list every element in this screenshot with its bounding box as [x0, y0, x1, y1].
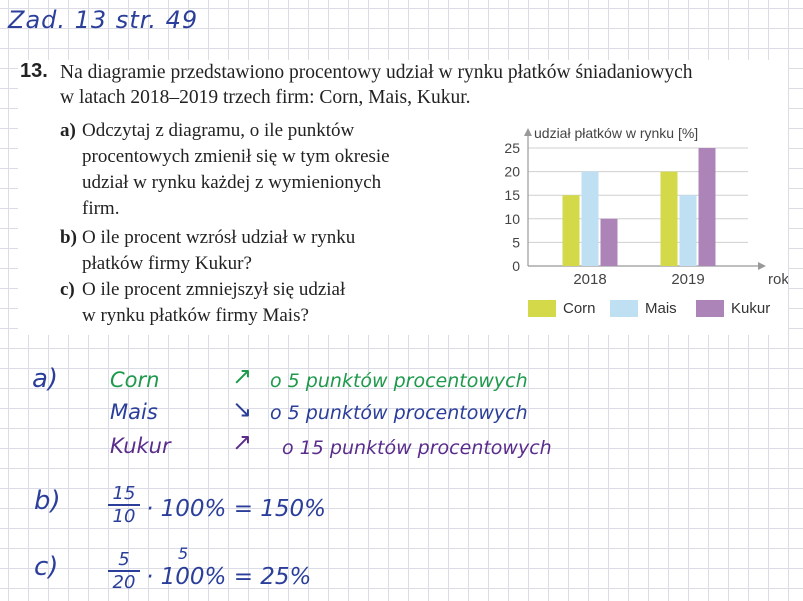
chart-title: udział płatków w rynku [%]	[534, 125, 699, 141]
solution-b-label: b)	[34, 486, 61, 516]
bar-mais-2019	[680, 195, 697, 266]
solution-row-kukur-arrow: ↗	[232, 428, 253, 456]
solution-b-denominator: 10	[112, 506, 136, 527]
bar-chart-svg	[488, 124, 788, 294]
bar-corn-2019	[661, 172, 678, 266]
subtask-b-label: b)	[60, 227, 77, 248]
legend-label: Corn	[563, 300, 596, 317]
subtask-a-line3: udział w rynku każdej z wymienionych	[82, 172, 382, 193]
y-tick-label: 10	[504, 210, 520, 227]
solution-row-kukur-text: o 15 punktów procentowych	[282, 437, 552, 459]
legend-swatch	[610, 300, 638, 317]
legend-item-corn	[528, 300, 596, 317]
legend-label: Kukur	[731, 300, 771, 317]
bar-kukur-2019	[699, 148, 716, 266]
task-intro-line1: Na diagramie przedstawiono procentowy udział w rynku płatków śniadaniowych	[60, 62, 693, 83]
subtask-a-line2: procentowych zmienił się w tym okresie	[82, 146, 390, 167]
solution-c-numerator: 5	[108, 550, 140, 572]
x-axis-arrow	[758, 262, 766, 270]
solution-c-cancel: 5	[178, 544, 189, 563]
solution-row-mais-arrow: ↘	[232, 395, 253, 423]
solution-b-fraction	[108, 484, 140, 528]
solution-c-denominator: 20	[112, 572, 136, 593]
legend-item-mais	[610, 300, 677, 317]
legend-item-kukur	[696, 300, 770, 317]
y-tick-label: 25	[504, 140, 520, 156]
y-tick-label: 20	[504, 163, 520, 180]
subtask-a-line4: firm.	[82, 198, 120, 219]
y-tick-label: 5	[512, 234, 520, 251]
solution-row-mais-text: o 5 punktów procentowych	[270, 402, 528, 424]
subtask-c-label: c)	[60, 279, 75, 300]
bar-chart	[488, 124, 788, 299]
subtask-a	[60, 118, 450, 222]
solution-a-label: a)	[32, 364, 59, 394]
x-tick-label: 2018	[573, 271, 607, 288]
solution-c-equation: · 100% = 25%	[146, 564, 312, 590]
subtask-c	[60, 277, 450, 329]
task-intro	[60, 60, 770, 110]
solution-row-kukur-firm: Kukur	[110, 434, 171, 458]
subtask-b	[60, 225, 450, 277]
subtask-c-line2: w rynku płatków firmy Mais?	[82, 305, 309, 326]
bar-mais-2018	[582, 172, 599, 266]
subtask-b-line1: O ile procent wzrósł udział w rynku	[82, 227, 356, 248]
subtask-c-line1: O ile procent zmniejszył się udział	[82, 279, 346, 300]
subtask-b-line2: płatków firmy Kukur?	[82, 253, 252, 274]
solution-b-numerator: 15	[108, 484, 140, 506]
solution-b-equation: · 100% = 150%	[146, 496, 327, 522]
bar-kukur-2018	[601, 219, 618, 266]
x-axis-label: rok	[768, 271, 788, 288]
header-note: Zad. 13 str. 49	[8, 6, 199, 34]
subtask-a-line1: Odczytaj z diagramu, o ile punktów	[82, 120, 355, 141]
task-block	[18, 60, 788, 335]
solution-row-corn-text: o 5 punktów procentowych	[270, 370, 528, 392]
y-tick-label: 0	[512, 258, 520, 274]
subtask-a-label: a)	[60, 120, 76, 141]
x-tick-label: 2019	[671, 271, 705, 288]
bar-corn-2018	[563, 195, 580, 266]
solution-c-fraction	[108, 550, 140, 594]
solution-row-mais-firm: Mais	[110, 400, 158, 424]
legend-swatch	[528, 300, 556, 317]
solution-row-corn-firm: Corn	[110, 368, 160, 392]
legend-swatch	[696, 300, 724, 317]
y-axis-arrow	[524, 128, 532, 136]
task-number: 13.	[20, 60, 48, 82]
legend-label: Mais	[645, 300, 677, 317]
solution-c-label: c)	[34, 552, 59, 582]
solution-row-corn-arrow: ↗	[232, 362, 253, 390]
y-tick-label: 15	[504, 187, 520, 204]
task-intro-line2: w latach 2018–2019 trzech firm: Corn, Mais, Kukur.	[60, 87, 471, 108]
